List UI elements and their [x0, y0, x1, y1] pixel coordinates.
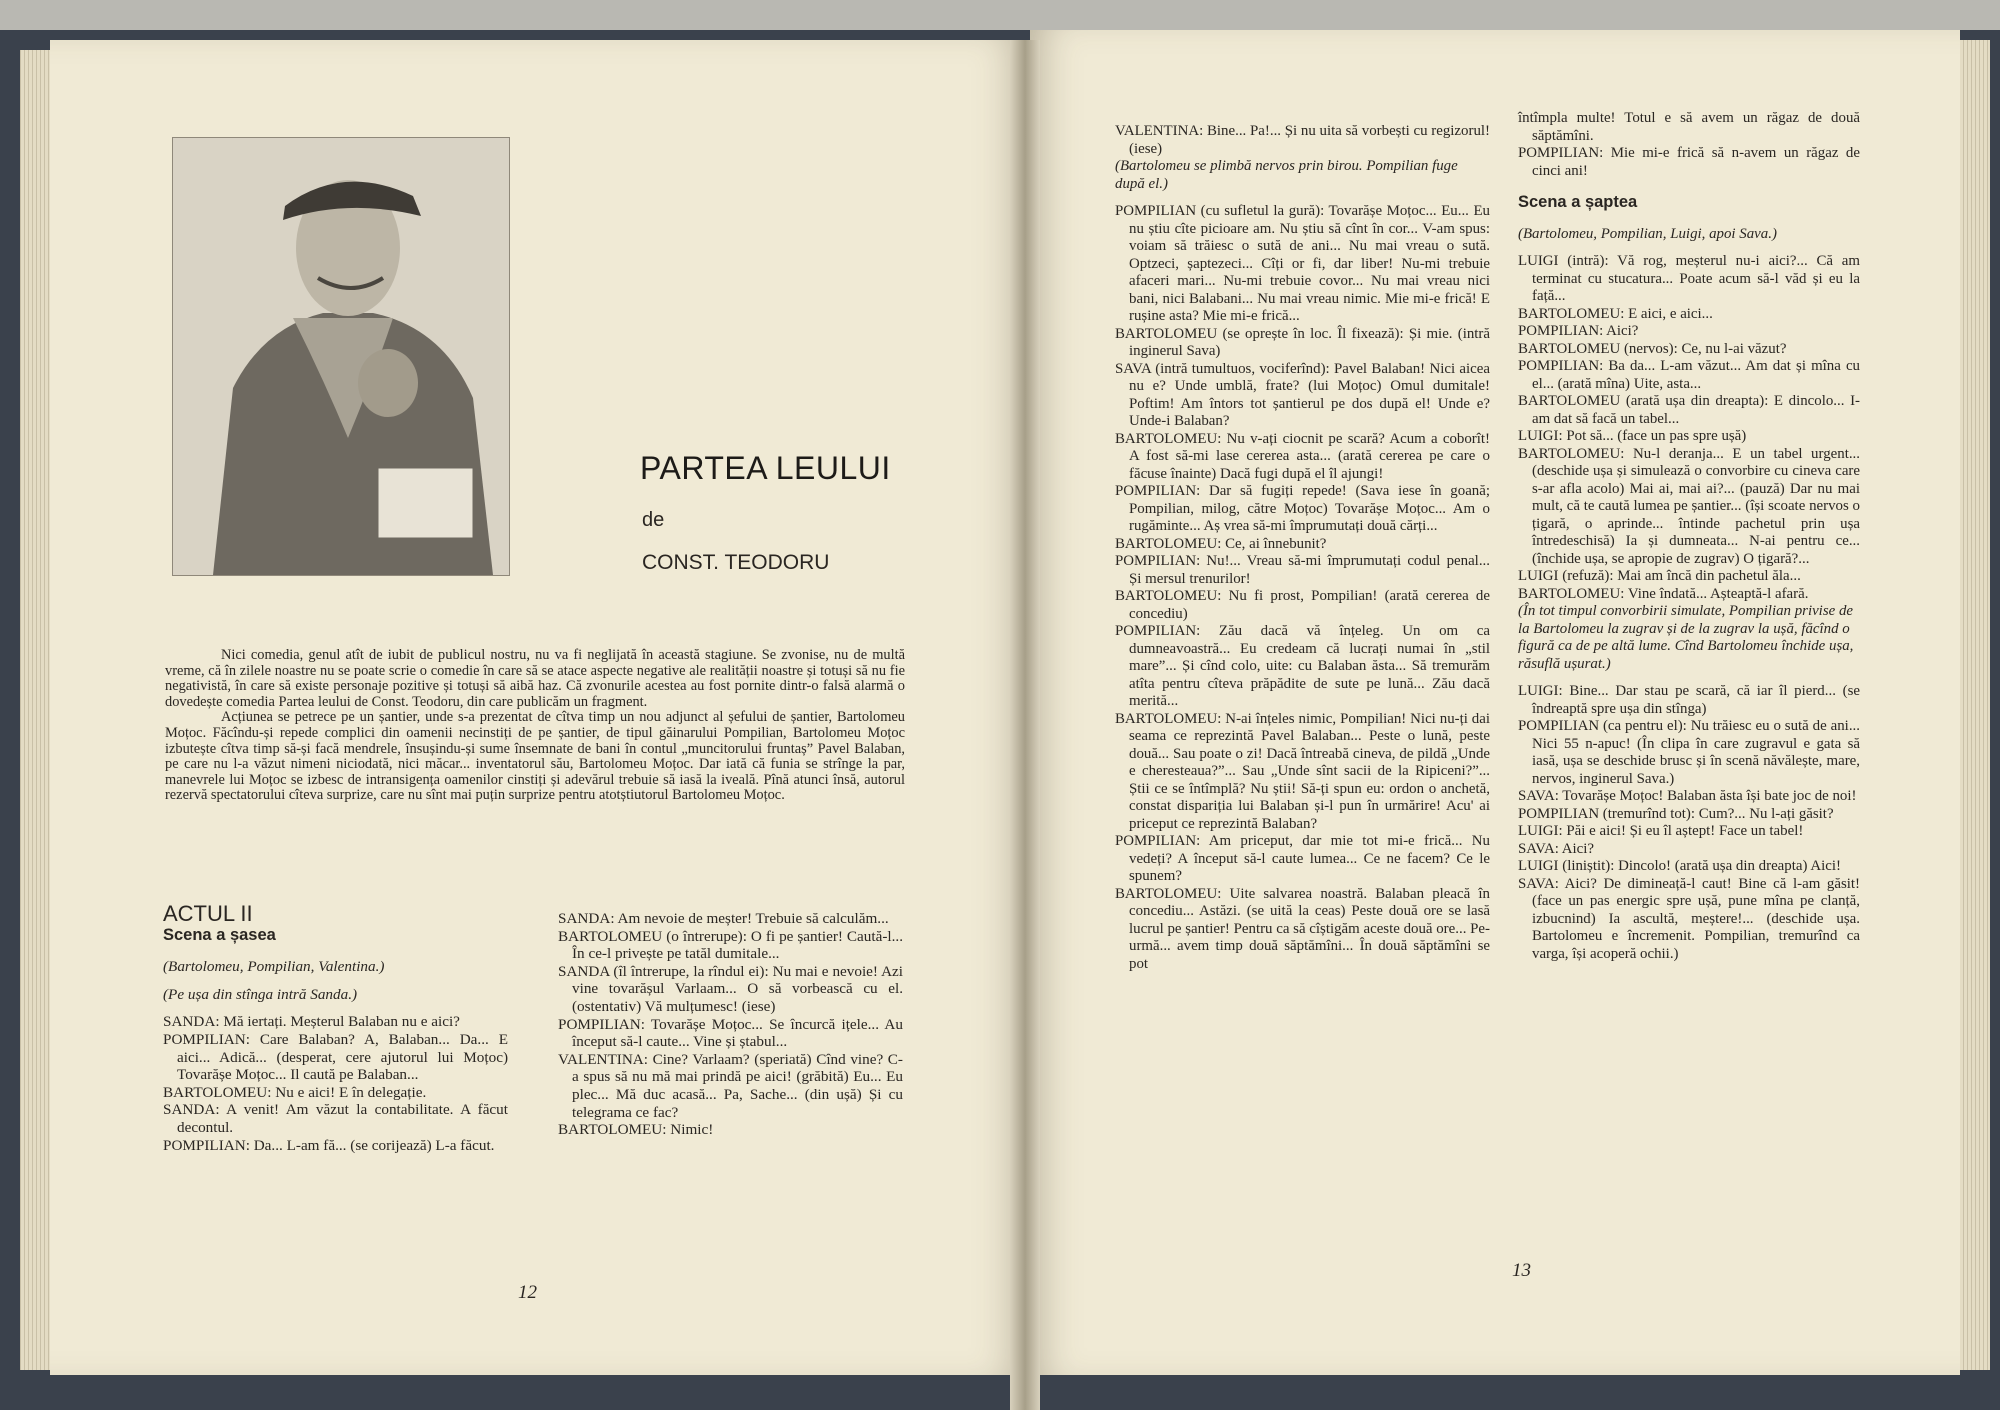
dialogue-line: BARTOLOMEU: Nimic! [558, 1121, 714, 1139]
dialogue-line: SANDA: A venit! Am văzut la contabilitate. A făcut decontul. [163, 1101, 508, 1136]
intro-paragraph: Nici comedia, genul atît de iubit de publicul nostru, nu va fi neglijată în această stagiune. Se zvonise, nu de multă vreme, că în zilele noastre nu se poate scrie o comedie în care să se atace aspecte negative ale realității noastre și totuși să nu fie negativistă, în care să existe personaje pozitive și totuși să aibă haz. Că zvonurile acestea au fost pornite dintr-o falsă alarmă o dovedește comedia Partea leului de Const. Teodoru, din care publicăm un fragment. [165, 647, 905, 710]
dialogue-line: POMPILIAN: Nu!... Vreau să-mi împrumutați codul penal... Și mersul trenurilor! [1115, 553, 1490, 587]
dialogue-line: VALENTINA: Cine? Varlaam? (speriată) Cînd vine? C-a spus să nu mă mai prindă pe aici! (grăbită) Eu... Eu plec... Mă duc acasă... Pa, Sache... (din ușă) Și cu telegrama ce fac? [558, 1050, 903, 1121]
by-label: de [642, 509, 665, 531]
dialogue-line: POMPILIAN (tremurînd tot): Cum?... Nu l-ați găsit? [1518, 805, 1834, 822]
dialogue-line: LUIGI: Bine... Dar stau pe scară, că iar îl pierd... (se îndreaptă spre ușa din stînga) [1518, 683, 1860, 717]
dialogue-line: BARTOLOMEU (se oprește în loc. Îl fixează): Și mie. (intră inginerul Sava) [1115, 325, 1490, 359]
dialogue-line: BARTOLOMEU: Nu-l deranja... E un tabel urgent... (deschide ușa și simulează o convorbire cu cineva care s-ar afla acolo) Mai ai, mai ai?... (pauză) Dar nu mai mult, că te caută lumea pe șantier... (își scoate nervos o țigară, o aprinde... întinde pachetul prin ușa întredeschisă) Ia și dumneata... N-ai pentru ce... (închide ușa, se apropie de zugrav) O țigară?... [1518, 445, 1860, 567]
dialogue-line: POMPILIAN: Da... L-am fă... (se corijează) L-a făcut. [163, 1136, 495, 1154]
dialogue-line: POMPILIAN: Zău dacă vă înțeleg. Un om ca dumneavoastră... Eu credeam că lucrați numai în „stil mare”... Și cînd colo, uite: cu Balaban ăsta... Să tremurăm atîta pentru cîteva prăpădite de sute pe lună... Zău dacă merită... [1115, 623, 1490, 709]
intro-paragraph: Acțiunea se petrece pe un șantier, unde s-a prezentat de cîtva timp un nou adjunct al șefului de șantier, Bartolomeu Moțoc. Făcîndu-și repede complici din oamenii necinstiți de pe șantier, de tipul găinarului Pompilian, Bartolomeu Moțoc izbutește cîtva timp să-și facă mendrele, însușindu-și sume însemnate de bani în contul „muncitorului fruntaș” Pavel Balaban, pe care nu l-a văzut nimeni niciodată, nici măcar... inventatorul său, Bartolomeu Moțoc. Dar iată că funia se strînge la par, manevrele lui Moțoc se izbesc de intransigența oamenilor cinstiți și adevărul trebuie să iasă la iveală. Pînă atunci însă, autorul rezervă spectatorului cîteva surprize, care nu sînt mai puțin surprize pentru atotștiutorul Bartolomeu Moțoc. [165, 709, 905, 804]
dialogue-line: SANDA (îl întrerupe, la rîndul ei): Nu mai e nevoie! Azi vine tovarășul Varlaam... O să vorbească cu el. (ostentativ) Vă mulțumesc! (iese) [558, 962, 903, 1015]
dialogue-line: POMPILIAN: Mie mi-e frică să n-avem un răgaz de cinci ani! [1518, 145, 1860, 179]
dialogue-line: LUIGI (liniștit): Dincolo! (arată ușa din dreapta) Aici! [1518, 858, 1841, 874]
dialogue-line: SAVA: Tovarășe Moțoc! Balaban ăsta își bate joc de noi! [1518, 788, 1857, 804]
stage-direction: (Bartolomeu se plimbă nervos prin birou. Pompilian fuge după el.) [1115, 158, 1458, 192]
dialogue-line: BARTOLOMEU: E aici, e aici... [1518, 305, 1713, 322]
dialogue-line: BARTOLOMEU: Nu fi prost, Pompilian! (arată cererea de concediu) [1115, 588, 1490, 622]
dialogue-line: VALENTINA: Bine... Pa!... Și nu uita să vorbești cu regizorul! (iese) [1115, 123, 1490, 157]
dialogue-line: POMPILIAN: Aici? [1518, 323, 1639, 339]
dialogue-line: BARTOLOMEU (o întrerupe): O fi pe șantier! Caută-l... În ce-l privește pe tatăl dumitale... [558, 927, 903, 963]
dialogue-line: BARTOLOMEU: Vine îndată... Așteaptă-l afară. [1518, 585, 1809, 602]
dialogue-line: SANDA: Mă iertați. Meșterul Balaban nu e aici? [163, 1013, 460, 1031]
dialogue-line: BARTOLOMEU (nervos): Ce, nu l-ai văzut? [1518, 340, 1787, 357]
right-column-2 [1518, 110, 1860, 963]
stage-direction: (În tot timpul convorbirii simulate, Pompilian privise de la Bartolomeu la zugrav și de la zugrav la ușă, făcînd o figură ca de pe altă lume. Cînd Bartolomeu închide ușa, răsuflă ușurat.) [1518, 603, 1854, 672]
dialogue-line: SAVA: Aici? [1518, 840, 1594, 857]
dialogue-line: POMPILIAN: Ba da... L-am văzut... Am dat și mîna cu el... (arată mîna) Uite, asta... [1518, 358, 1860, 392]
dialogue-line: SAVA (intră tumultuos, vociferînd): Pavel Balaban! Nici aicea nu e? Unde umblă, frate? (lui Moțoc) Omul dumitale! Poftim! Am întors tot șantierul pe dos după el! Unde e? Unde-i Balaban? [1115, 360, 1490, 429]
page-number-right: 13 [1512, 1260, 1531, 1281]
right-column-2-body [1518, 226, 1860, 964]
dialogue-line: BARTOLOMEU: Nu e aici! E în delegație. [163, 1083, 427, 1101]
dialogue-line: LUIGI: Pot să... (face un pas spre ușă) [1518, 428, 1747, 444]
scene-heading: Scena a șasea [163, 925, 276, 944]
dialogue-line: POMPILIAN: Dar să fugiți repede! (Sava iese în goană; Pompilian, milog, către Moțoc) Tovarășe Moțoc... Am o rugăminte... Aș vrea să-mi împrumutați două cărți... [1115, 483, 1490, 534]
dialogue-line: POMPILIAN: Care Balaban? A, Balaban... Da... E aici... Adică... (desperat, cere ajutorul lui Moțoc) Tovarășe Moțoc... Il caută pe Balaban... [163, 1030, 508, 1084]
right-column-1 [1115, 123, 1490, 973]
scene-heading-7: Scena a șaptea [1518, 193, 1638, 211]
left-column-1 [163, 901, 508, 1154]
intro-text [165, 648, 905, 804]
dialogue-line: POMPILIAN: Tovarășe Moțoc... Se încurcă ițele... Au început să-l caute... Vine și ștabul... [558, 1015, 903, 1051]
dialogue-line: LUIGI (refuză): Mai am încă din pachetul ăla... [1518, 568, 1801, 584]
dialogue-line: BARTOLOMEU: N-ai înțeles nimic, Pompilian! Nici nu-ți dai seama ce reprezintă Pavel Balaban... Peste o lună, peste două... Sau poate o zi! Dacă întreabă cineva, de pildă „Unde e cherestеaua?”... Sau „Unde sînt sacii de la Ripiceni?”... Știi ce se întîmplă? Nu știi! Să-ți spun eu: ordon o anchetă, constat dispariția lui Balaban și-l pun în urmărire! Acu' ai priceput ce reprezintă Balaban? [1115, 710, 1490, 832]
right-column-2-top [1518, 110, 1860, 180]
dialogue-line: întîmpla multe! Totul e să avem un răgaz de două săptămîni. [1518, 110, 1860, 144]
act-heading: ACTUL II [163, 901, 253, 926]
stage-direction: (Bartolomeu, Pompilian, Luigi, apoi Sava.) [1518, 225, 1777, 242]
dialogue-line: BARTOLOMEU: Ce, ai înnebunit? [1115, 535, 1327, 552]
author-portrait-sketch [172, 137, 510, 576]
left-page-edges [20, 50, 50, 1370]
author-name: CONST. TEODORU [642, 551, 830, 574]
dialogue-line: SAVA: Aici? De dimineață-l caut! Bine că l-am găsit! (face un pas energic spre ușă, pune mîna pe clanță, izbucnind) Ia ascultă, meștere!... (deschide ușa. Bartolomeu e încremenit. Pompilian, tremurînd ca varga, își acoperă ochii.) [1518, 875, 1860, 962]
book-spine [1010, 40, 1040, 1410]
dialogue-line: POMPILIAN (cu sufletul la gură): Tovarășe Moțoc... Eu... Eu nu știu cîte picioare am. Nu știu să cînt în cor... V-am spus: voiam să trăiesc o sută de ani... Nu mai vreau o sută. Optzeci, șaptezeci... Cîți or fi, dar liber! Nu-mi trebuie afaceri mari... Nu-mi trebuie covor... Nu mai vreau nici bani, nici Balabani... Nu mai vreau nimic. Mie mi-e frică! E rușine asta? Mie mi-e frică... [1115, 203, 1490, 324]
stage-direction: (Pe ușa din stînga intră Sanda.) [163, 985, 358, 1003]
dialogue-line: SANDA: Am nevoie de meșter! Trebuie să calculăm... [558, 910, 889, 927]
dialogue-line: POMPILIAN (ca pentru el): Nu trăiesc eu o sută de ani... Nici 55 n-apuc! (În clipa în care zugravul e gata să iasă, ușa se deschide brusc și în scenă năvălește, mare, nervos, inginerul Sava.) [1518, 718, 1860, 787]
dialogue-line: POMPILIAN: Am priceput, dar mie tot mi-e frică... Nu vedeți? A început să-l caute lumea... Ce ne facem? Ce le spunem? [1115, 833, 1490, 884]
dialogue-line: BARTOLOMEU (arată ușa din dreapta): E dincolo... I-am dat să facă un tabel... [1518, 393, 1860, 427]
dialogue-line: LUIGI: Păi e aici! Și eu îl aștept! Face un tabel! [1518, 823, 1804, 839]
dialogue-line: BARTOLOMEU: Uite salvarea noastră. Balaban pleacă în concediu... Astăzi. (se uită la ceas) Peste două ore se lasă lucrul pe șantier! Pentru ca să cîștigăm aceste două ore... Pe-urmă... avem timp două săptămîni... În două săptămîni se pot [1115, 885, 1490, 972]
dialogue-line: BARTOLOMEU: Nu v-ați ciocnit pe scară? Acum a coborît! A fost să-mi lase cererea asta... (arată cererea pe care o făcuse înainte) Dacă fugi după el îl ajungi! [1115, 430, 1490, 482]
stage-direction: (Bartolomeu, Pompilian, Valentina.) [163, 958, 385, 976]
dialogue-line: LUIGI (intră): Vă rog, meșterul nu-i aici?... Că am terminat cu stucatura... Poate acum să-l văd și eu la față... [1518, 253, 1860, 304]
play-title: PARTEA LEULUI [640, 450, 891, 486]
right-page-edges [1960, 40, 1990, 1370]
page-number-left: 12 [518, 1282, 537, 1303]
left-column-2 [558, 910, 903, 1139]
